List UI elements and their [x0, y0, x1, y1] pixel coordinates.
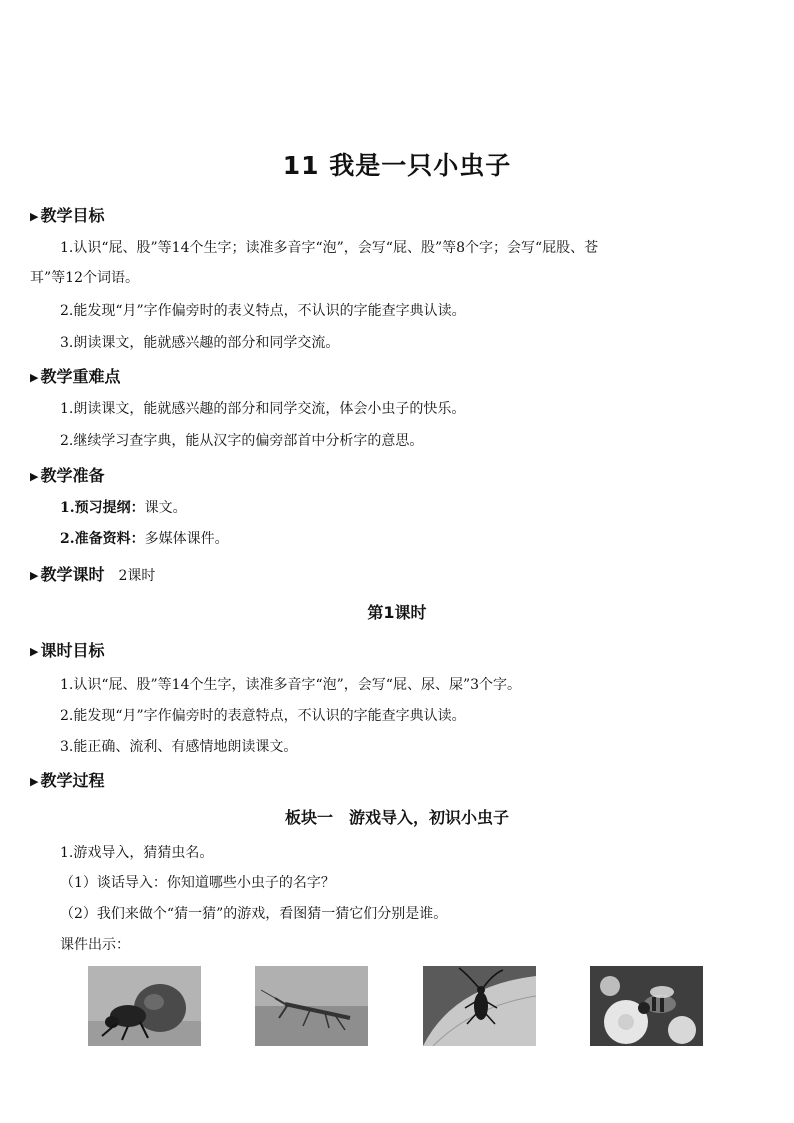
section-heading-hours: [30, 562, 155, 585]
prep-line-1: [60, 497, 187, 517]
section-label: 教学过程: [40, 771, 105, 790]
section-heading-prep: [30, 463, 104, 486]
prep-label-1: 1.预习提纲：: [60, 500, 145, 516]
section-label: 教学重难点: [40, 367, 121, 386]
triangle-bullet-icon: ▶: [30, 371, 39, 384]
goal-line-3: 3.朗读课文，能就感兴趣的部分和同学交流。: [60, 335, 340, 351]
section-heading-goals: [30, 203, 104, 226]
difficulty-line-1: 1.朗读课文，能就感兴趣的部分和同学交流，体会小虫子的快乐。: [60, 401, 466, 417]
prep-text-1: 课文。: [144, 500, 187, 516]
lesson-goal-line-2: 2.能发现“月”字作偏旁时的表意特点，不认识的字能查字典认读。: [60, 708, 466, 724]
process-line-4: 课件出示：: [60, 937, 130, 953]
section-heading-difficulties: [30, 364, 120, 387]
dung-beetle-illustration: [88, 966, 201, 1046]
goal-line-1-cont: 耳”等12个词语。: [30, 270, 139, 286]
longhorn-beetle-illustration: [423, 966, 536, 1046]
lesson-title: 第1课时: [367, 603, 427, 622]
prep-line-2: [60, 528, 229, 548]
triangle-bullet-icon: ▶: [30, 569, 39, 582]
mantis-illustration: [255, 966, 368, 1046]
process-line-2: （1）谈话导入：你知道哪些小虫子的名字？: [60, 875, 335, 891]
triangle-bullet-icon: ▶: [30, 645, 39, 658]
triangle-bullet-icon: ▶: [30, 775, 39, 788]
section-heading-process: [30, 768, 104, 791]
section-label: 教学准备: [40, 466, 105, 485]
bee-photo: [590, 966, 703, 1046]
dung-beetle-photo: [88, 966, 201, 1046]
goal-line-1: 1.认识“屁、股”等14个生字；读准多音字“泡”，会写“屁、股”等8个字；会写“屁股、苍: [60, 240, 599, 256]
section-label: 教学目标: [40, 206, 105, 225]
triangle-bullet-icon: ▶: [30, 470, 39, 483]
bee-illustration: [590, 966, 703, 1046]
difficulty-line-2: 2.继续学习查字典，能从汉字的偏旁部首中分析字的意思。: [60, 433, 424, 449]
section-label: 教学课时: [40, 565, 105, 584]
page-title: 11 我是一只小虫子: [282, 151, 512, 180]
goal-line-2: 2.能发现“月”字作偏旁时的表义特点，不认识的字能查字典认读。: [60, 303, 466, 319]
process-line-1: 1.游戏导入，猜猜虫名。: [60, 845, 214, 861]
mantis-photo: [255, 966, 368, 1046]
hours-value: 2课时: [118, 568, 156, 584]
process-line-3: （2）我们来做个“猜一猜”的游戏，看图猜一猜它们分别是谁。: [60, 906, 448, 922]
prep-text-2: 多媒体课件。: [144, 531, 229, 547]
lesson-goal-line-3: 3.能正确、流利、有感情地朗读课文。: [60, 739, 298, 755]
triangle-bullet-icon: ▶: [30, 210, 39, 223]
longhorn-beetle-photo: [423, 966, 536, 1046]
section-label: 课时目标: [40, 641, 105, 660]
prep-label-2: 2.准备资料：: [60, 531, 145, 547]
section-heading-lesson-goals: [30, 638, 104, 661]
lesson-goal-line-1: 1.认识“屁、股”等14个生字，读准多音字“泡”，会写“屁、尿、屎”3个字。: [60, 677, 522, 693]
block-title: 板块一 游戏导入，初识小虫子: [284, 808, 509, 827]
